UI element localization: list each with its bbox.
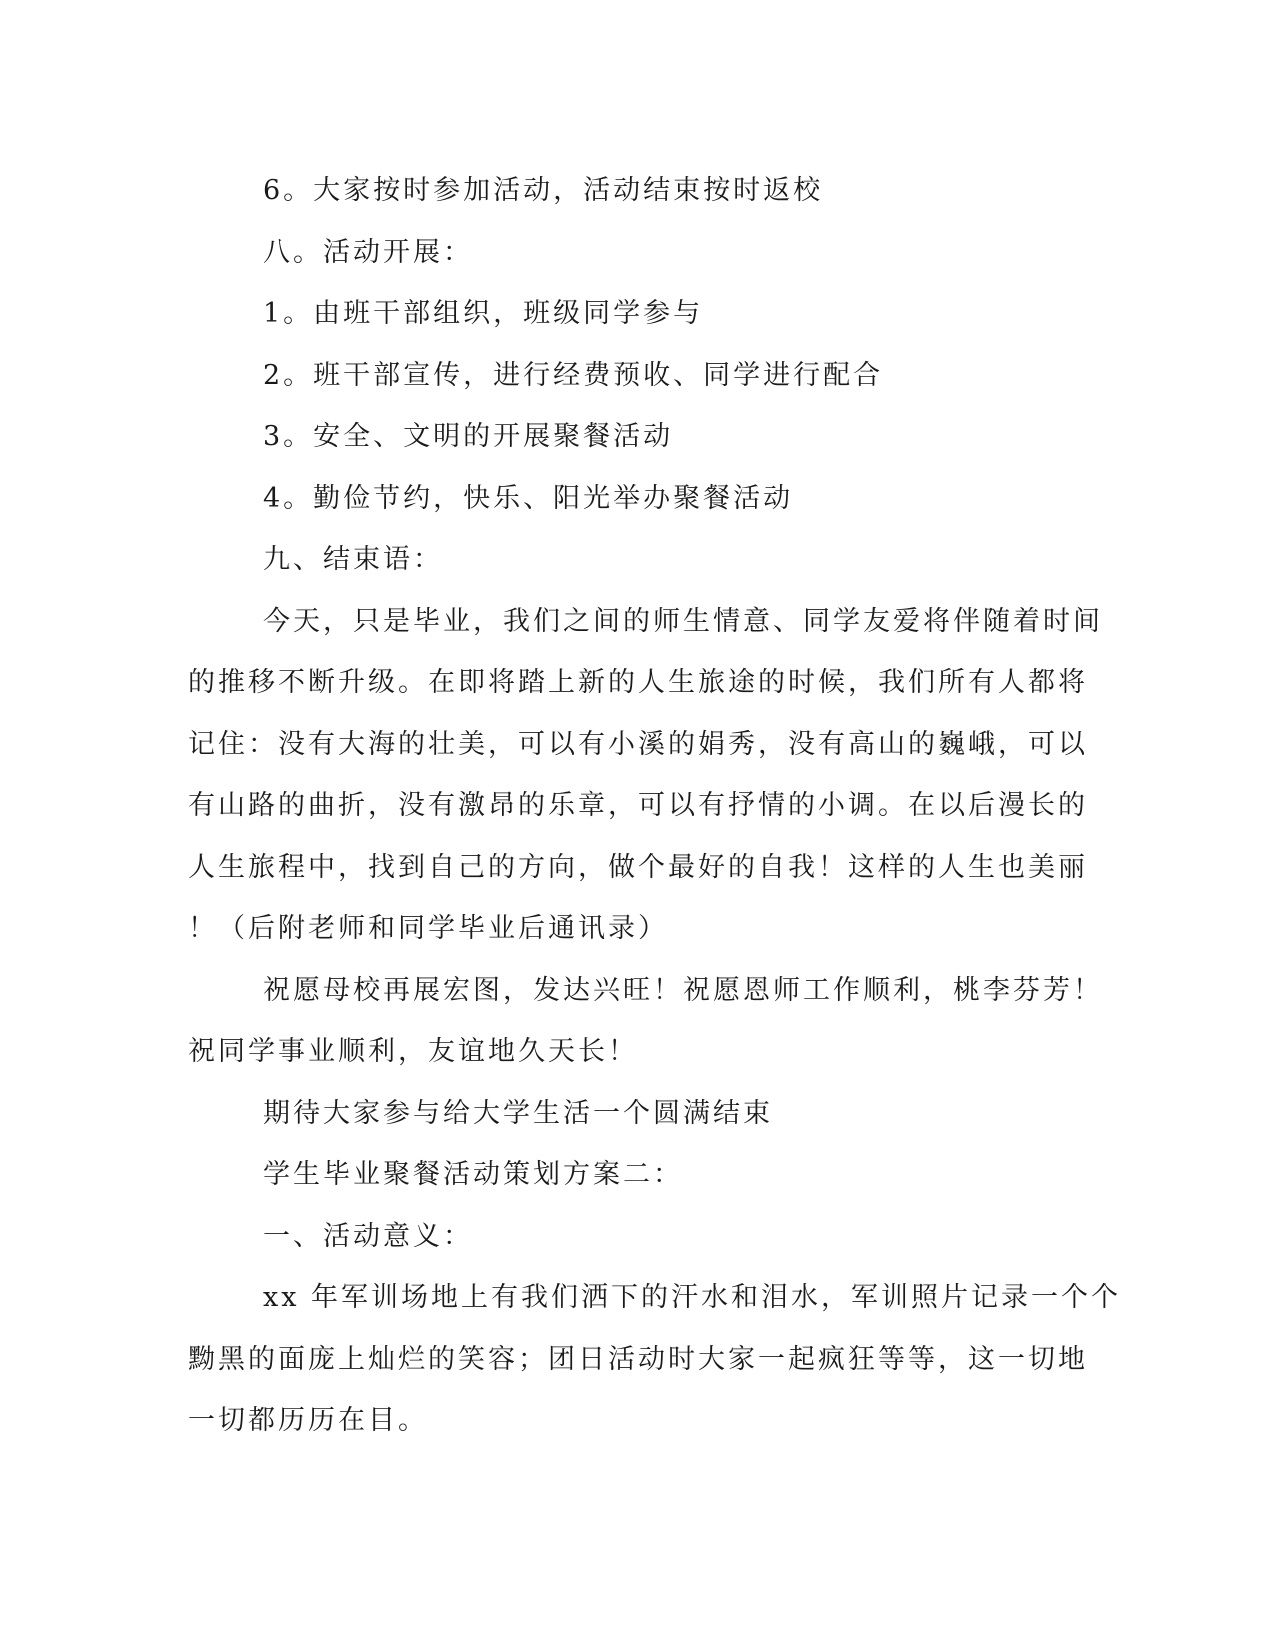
list-item: 6。大家按时参加活动，活动结束按时返校 (263, 175, 824, 206)
paragraph-line: 记住：没有大海的壮美，可以有小溪的娟秀，没有高山的巍峨，可以 (188, 728, 1088, 760)
paragraph-line: 期待大家参与给大学生活一个圆满结束 (263, 1097, 773, 1129)
paragraph-line: 祝愿母校再展宏图，发达兴旺！祝愿恩师工作顺利，桃李芬芳！ (263, 974, 1103, 1006)
paragraph-line: 祝同学事业顺利，友谊地久天长！ (188, 1036, 638, 1067)
list-item: 4。勤俭节约，快乐、阳光举办聚餐活动 (263, 482, 794, 514)
paragraph-line: 有山路的曲折，没有激昂的乐章，可以有抒情的小调。在以后漫长的 (188, 790, 1088, 821)
paragraph-line: 人生旅程中，找到自己的方向，做个最好的自我！这样的人生也美丽 (188, 851, 1088, 883)
document-body (188, 160, 1122, 1452)
section-title: 学生毕业聚餐活动策划方案二： (263, 1159, 683, 1190)
section-heading: 九、结束语： (263, 544, 443, 575)
list-item: 1。由班干部组织，班级同学参与 (263, 298, 704, 329)
list-item: 2。班干部宣传，进行经费预收、同学进行配合 (263, 359, 884, 391)
list-item: 3。安全、文明的开展聚餐活动 (263, 421, 674, 452)
paragraph-line: 今天，只是毕业，我们之间的师生情意、同学友爱将伴随着时间 (263, 605, 1103, 637)
paragraph-line: 一切都历历在目。 (188, 1405, 428, 1436)
paragraph-line: 黝黑的面庞上灿烂的笑容；团日活动时大家一起疯狂等等，这一切地 (188, 1343, 1088, 1375)
paragraph-line: 的推移不断升级。在即将踏上新的人生旅途的时候，我们所有人都将 (188, 667, 1088, 698)
section-heading: 一、活动意义： (263, 1220, 473, 1252)
paragraph-line: ！（后附老师和同学毕业后通讯录） (188, 913, 668, 944)
paragraph-line: xx 年军训场地上有我们洒下的汗水和泪水，军训照片记录一个个 (263, 1282, 1122, 1313)
section-heading: 八。活动开展： (263, 236, 473, 268)
